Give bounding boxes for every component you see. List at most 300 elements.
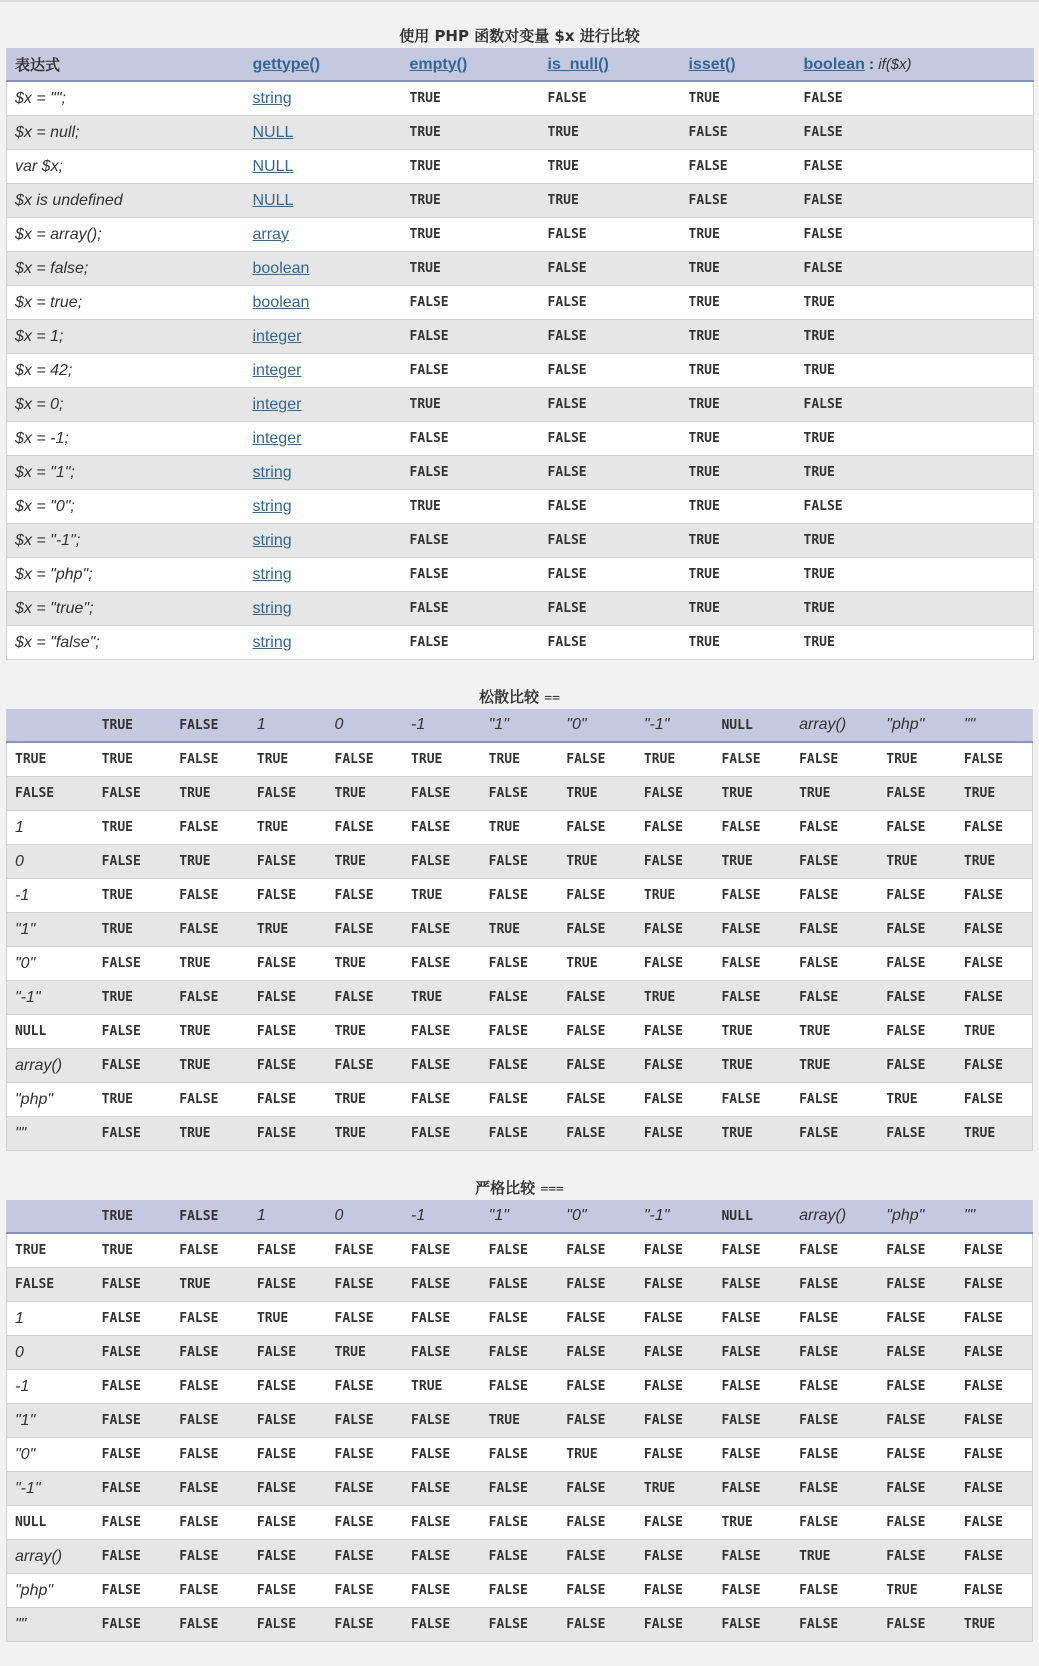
- comparison-result-cell: FALSE: [791, 845, 878, 879]
- expression-cell: $x = "";: [7, 81, 245, 116]
- comparison-result-cell: FALSE: [878, 913, 956, 947]
- column-header: 1: [249, 709, 327, 742]
- boolean-value-cell: FALSE: [796, 388, 1034, 422]
- table-row: [7, 1608, 1033, 1642]
- type-link[interactable]: string: [252, 634, 292, 651]
- comparison-result-cell: FALSE: [481, 845, 559, 879]
- row-label: 1: [7, 811, 94, 845]
- comparison-result-cell: TRUE: [481, 913, 559, 947]
- comparison-result-cell: FALSE: [558, 913, 636, 947]
- type-link[interactable]: integer: [252, 362, 302, 379]
- comparison-result-cell: FALSE: [956, 1233, 1033, 1268]
- comparison-result-cell: FALSE: [878, 1015, 956, 1049]
- comparison-result-cell: FALSE: [249, 1268, 327, 1302]
- comparison-result-cell: FALSE: [791, 1117, 878, 1151]
- comparison-result-cell: TRUE: [791, 1540, 878, 1574]
- comparison-result-cell: FALSE: [327, 879, 404, 913]
- is-null-value-cell: TRUE: [540, 116, 681, 150]
- comparison-result-cell: TRUE: [558, 1438, 636, 1472]
- comparison-result-cell: FALSE: [791, 1370, 878, 1404]
- type-link[interactable]: string: [252, 90, 292, 107]
- comparison-result-cell: TRUE: [558, 845, 636, 879]
- type-link[interactable]: boolean: [252, 260, 310, 277]
- comparison-result-cell: FALSE: [327, 1370, 404, 1404]
- comparison-result-cell: FALSE: [249, 1608, 327, 1642]
- comparison-result-cell: TRUE: [249, 913, 327, 947]
- column-header: 0: [327, 1200, 404, 1233]
- comparison-result-cell: TRUE: [791, 1049, 878, 1083]
- comparison-result-cell: FALSE: [558, 879, 636, 913]
- comparison-result-cell: FALSE: [171, 1574, 249, 1608]
- table-row: [7, 1574, 1033, 1608]
- comparison-result-cell: TRUE: [171, 1015, 249, 1049]
- gettype-cell: [245, 524, 402, 558]
- comparison-result-cell: FALSE: [403, 845, 481, 879]
- table-row: [7, 456, 1034, 490]
- empty-value-cell: TRUE: [402, 218, 540, 252]
- table-row: [7, 777, 1033, 811]
- comparison-result-cell: FALSE: [956, 811, 1033, 845]
- expression-cell: $x = "false";: [7, 626, 245, 660]
- comparison-result-cell: FALSE: [558, 1015, 636, 1049]
- comparison-result-cell: TRUE: [94, 981, 172, 1015]
- row-label: 1: [7, 1302, 94, 1336]
- comparison-result-cell: TRUE: [956, 1608, 1033, 1642]
- comparison-result-cell: FALSE: [878, 1540, 956, 1574]
- comparison-result-cell: FALSE: [636, 1049, 714, 1083]
- expression-cell: $x = null;: [7, 116, 245, 150]
- comparison-result-cell: FALSE: [94, 1438, 172, 1472]
- empty-value-cell: FALSE: [402, 558, 540, 592]
- comparison-result-cell: FALSE: [791, 1233, 878, 1268]
- comparison-result-cell: FALSE: [403, 1268, 481, 1302]
- is-null-value-cell: FALSE: [540, 524, 681, 558]
- comparison-result-cell: TRUE: [878, 1083, 956, 1117]
- type-link[interactable]: boolean: [252, 294, 310, 311]
- comparison-result-cell: FALSE: [403, 1302, 481, 1336]
- empty-value-cell: TRUE: [402, 388, 540, 422]
- comparison-result-cell: TRUE: [481, 811, 559, 845]
- comparison-result-cell: TRUE: [403, 742, 481, 777]
- comparison-result-cell: FALSE: [713, 1336, 791, 1370]
- boolean-value-cell: TRUE: [796, 558, 1034, 592]
- comparison-result-cell: FALSE: [878, 1117, 956, 1151]
- comparison-result-cell: TRUE: [171, 777, 249, 811]
- comparison-result-cell: TRUE: [327, 777, 404, 811]
- row-label: FALSE: [7, 777, 94, 811]
- comparison-result-cell: FALSE: [403, 1574, 481, 1608]
- type-link[interactable]: string: [252, 464, 292, 481]
- table-row: [7, 81, 1034, 116]
- isset-value-cell: TRUE: [681, 320, 796, 354]
- table-row: [7, 1506, 1033, 1540]
- comparison-result-cell: TRUE: [94, 879, 172, 913]
- row-label: -1: [7, 879, 94, 913]
- comparison-result-cell: FALSE: [171, 1608, 249, 1642]
- comparison-result-cell: FALSE: [94, 1049, 172, 1083]
- comparison-result-cell: FALSE: [171, 742, 249, 777]
- comparison-result-cell: FALSE: [481, 1015, 559, 1049]
- comparison-result-cell: FALSE: [636, 1370, 714, 1404]
- empty-link[interactable]: empty(): [409, 55, 468, 73]
- comparison-result-cell: FALSE: [481, 1117, 559, 1151]
- comparison-result-cell: FALSE: [249, 1506, 327, 1540]
- empty-value-cell: TRUE: [402, 490, 540, 524]
- gettype-cell: [245, 116, 402, 150]
- comparison-result-cell: TRUE: [327, 1015, 404, 1049]
- isset-link[interactable]: isset(): [688, 55, 736, 73]
- comparison-result-cell: FALSE: [878, 811, 956, 845]
- comparison-result-cell: FALSE: [171, 1083, 249, 1117]
- column-header-gettype[interactable]: [245, 48, 402, 81]
- column-header-isset[interactable]: [681, 48, 796, 81]
- comparison-result-cell: FALSE: [403, 947, 481, 981]
- expression-cell: $x = "php";: [7, 558, 245, 592]
- comparison-result-cell: FALSE: [481, 1608, 559, 1642]
- table-header-row: [7, 1200, 1033, 1233]
- comparison-result-cell: TRUE: [249, 1302, 327, 1336]
- comparison-result-cell: FALSE: [558, 1506, 636, 1540]
- boolean-value-cell: FALSE: [796, 150, 1034, 184]
- is-null-value-cell: FALSE: [540, 218, 681, 252]
- comparison-result-cell: FALSE: [791, 1438, 878, 1472]
- type-link[interactable]: NULL: [252, 158, 294, 175]
- comparison-result-cell: FALSE: [791, 1268, 878, 1302]
- empty-value-cell: TRUE: [402, 150, 540, 184]
- comparison-result-cell: FALSE: [713, 811, 791, 845]
- comparison-result-cell: TRUE: [327, 1117, 404, 1151]
- column-header: "php": [878, 1200, 956, 1233]
- is-null-value-cell: FALSE: [540, 388, 681, 422]
- comparison-result-cell: TRUE: [94, 1233, 172, 1268]
- comparison-result-cell: FALSE: [94, 1015, 172, 1049]
- comparison-result-cell: FALSE: [636, 947, 714, 981]
- is-null-value-cell: FALSE: [540, 558, 681, 592]
- comparison-result-cell: FALSE: [878, 1233, 956, 1268]
- column-header: "-1": [636, 1200, 714, 1233]
- boolean-link[interactable]: boolean: [803, 55, 865, 73]
- isset-value-cell: TRUE: [681, 592, 796, 626]
- type-link[interactable]: string: [252, 532, 292, 549]
- comparison-result-cell: FALSE: [956, 1083, 1033, 1117]
- comparison-result-cell: FALSE: [791, 1608, 878, 1642]
- comparison-result-cell: FALSE: [327, 981, 404, 1015]
- type-link[interactable]: array: [252, 226, 289, 243]
- comparison-result-cell: FALSE: [481, 947, 559, 981]
- expression-cell: $x = "1";: [7, 456, 245, 490]
- isset-value-cell: TRUE: [681, 456, 796, 490]
- comparison-result-cell: TRUE: [636, 1472, 714, 1506]
- expression-cell: $x = 1;: [7, 320, 245, 354]
- row-label: "": [7, 1608, 94, 1642]
- comparison-result-cell: TRUE: [791, 1015, 878, 1049]
- comparison-result-cell: FALSE: [94, 1404, 172, 1438]
- empty-value-cell: FALSE: [402, 524, 540, 558]
- comparison-result-cell: TRUE: [956, 1015, 1033, 1049]
- comparison-result-cell: FALSE: [481, 1302, 559, 1336]
- comparison-result-cell: FALSE: [94, 845, 172, 879]
- comparison-result-cell: FALSE: [956, 1540, 1033, 1574]
- column-header: array(): [791, 709, 878, 742]
- comparison-result-cell: TRUE: [713, 1117, 791, 1151]
- comparison-result-cell: TRUE: [558, 777, 636, 811]
- top-divider: [0, 0, 1039, 2]
- boolean-value-cell: FALSE: [796, 81, 1034, 116]
- comparison-result-cell: FALSE: [791, 742, 878, 777]
- comparison-result-cell: FALSE: [249, 1404, 327, 1438]
- comparison-result-cell: FALSE: [327, 1233, 404, 1268]
- comparison-result-cell: FALSE: [403, 1049, 481, 1083]
- comparison-result-cell: FALSE: [481, 1370, 559, 1404]
- comparison-result-cell: FALSE: [636, 845, 714, 879]
- table-caption: [6, 685, 1033, 709]
- comparison-result-cell: FALSE: [249, 1083, 327, 1117]
- comparison-result-cell: TRUE: [481, 742, 559, 777]
- comparison-result-cell: FALSE: [713, 1574, 791, 1608]
- comparison-result-cell: FALSE: [878, 1506, 956, 1540]
- comparison-result-cell: FALSE: [956, 1438, 1033, 1472]
- table-row: [7, 184, 1034, 218]
- comparison-result-cell: FALSE: [791, 811, 878, 845]
- comparison-result-cell: FALSE: [403, 913, 481, 947]
- comparison-result-cell: TRUE: [956, 1117, 1033, 1151]
- comparison-result-cell: FALSE: [403, 1233, 481, 1268]
- boolean-value-cell: TRUE: [796, 524, 1034, 558]
- table-row: [7, 879, 1033, 913]
- comparison-result-cell: TRUE: [558, 947, 636, 981]
- comparison-result-cell: FALSE: [94, 1540, 172, 1574]
- comparison-result-cell: FALSE: [403, 1336, 481, 1370]
- column-header: NULL: [713, 709, 791, 742]
- expression-cell: $x = true;: [7, 286, 245, 320]
- table-row: [7, 1083, 1033, 1117]
- table-row: [7, 218, 1034, 252]
- row-label: TRUE: [7, 1233, 94, 1268]
- comparison-result-cell: FALSE: [94, 1574, 172, 1608]
- comparison-result-cell: FALSE: [558, 1574, 636, 1608]
- type-link[interactable]: integer: [252, 328, 302, 345]
- comparison-result-cell: TRUE: [94, 742, 172, 777]
- comparison-result-cell: FALSE: [171, 1506, 249, 1540]
- empty-value-cell: FALSE: [402, 286, 540, 320]
- boolean-value-cell: TRUE: [796, 354, 1034, 388]
- column-header: "-1": [636, 709, 714, 742]
- type-link[interactable]: integer: [252, 430, 302, 447]
- isset-value-cell: TRUE: [681, 490, 796, 524]
- comparison-result-cell: FALSE: [558, 981, 636, 1015]
- comparison-result-cell: TRUE: [94, 811, 172, 845]
- row-label: array(): [7, 1540, 94, 1574]
- boolean-value-cell: FALSE: [796, 116, 1034, 150]
- expression-cell: $x = "-1";: [7, 524, 245, 558]
- isset-value-cell: TRUE: [681, 286, 796, 320]
- type-link[interactable]: NULL: [252, 192, 294, 209]
- table-row: [7, 354, 1034, 388]
- comparison-result-cell: FALSE: [249, 1336, 327, 1370]
- table-row: [7, 626, 1034, 660]
- comparison-result-cell: FALSE: [249, 777, 327, 811]
- comparison-result-cell: FALSE: [713, 1302, 791, 1336]
- empty-value-cell: FALSE: [402, 320, 540, 354]
- empty-value-cell: TRUE: [402, 184, 540, 218]
- type-link[interactable]: integer: [252, 396, 302, 413]
- expression-cell: $x = 0;: [7, 388, 245, 422]
- comparison-result-cell: FALSE: [481, 777, 559, 811]
- row-label: TRUE: [7, 742, 94, 777]
- comparison-result-cell: FALSE: [94, 1336, 172, 1370]
- comparison-result-cell: TRUE: [878, 845, 956, 879]
- corner-header: [7, 709, 94, 742]
- comparison-result-cell: TRUE: [94, 913, 172, 947]
- comparison-result-cell: FALSE: [636, 777, 714, 811]
- comparison-result-cell: FALSE: [713, 1404, 791, 1438]
- comparison-result-cell: TRUE: [713, 777, 791, 811]
- column-header: NULL: [713, 1200, 791, 1233]
- comparison-result-cell: TRUE: [636, 742, 714, 777]
- table-header-row: [7, 709, 1033, 742]
- comparison-result-cell: FALSE: [878, 981, 956, 1015]
- comparison-result-cell: TRUE: [94, 1083, 172, 1117]
- row-label: "0": [7, 1438, 94, 1472]
- isset-value-cell: TRUE: [681, 558, 796, 592]
- is-null-link[interactable]: is_null(): [547, 55, 609, 73]
- isset-value-cell: TRUE: [681, 81, 796, 116]
- row-label: 0: [7, 1336, 94, 1370]
- column-header: "0": [558, 1200, 636, 1233]
- comparison-result-cell: TRUE: [713, 845, 791, 879]
- php-functions-comparison-table: [6, 24, 1033, 660]
- comparison-result-cell: FALSE: [558, 1540, 636, 1574]
- comparison-result-cell: FALSE: [327, 1438, 404, 1472]
- comparison-result-cell: TRUE: [327, 1083, 404, 1117]
- row-label: "1": [7, 913, 94, 947]
- comparison-result-cell: FALSE: [956, 742, 1033, 777]
- table-row: [7, 981, 1033, 1015]
- table-row: [7, 116, 1034, 150]
- column-header: -1: [403, 1200, 481, 1233]
- comparison-result-cell: FALSE: [636, 1540, 714, 1574]
- comparison-result-cell: FALSE: [713, 1438, 791, 1472]
- comparison-result-cell: FALSE: [956, 1302, 1033, 1336]
- table-row: [7, 1472, 1033, 1506]
- comparison-result-cell: FALSE: [558, 1336, 636, 1370]
- corner-header: [7, 1200, 94, 1233]
- row-label: "-1": [7, 981, 94, 1015]
- table-row: [7, 1336, 1033, 1370]
- comparison-result-cell: TRUE: [327, 947, 404, 981]
- is-null-value-cell: FALSE: [540, 490, 681, 524]
- gettype-link[interactable]: gettype(): [252, 55, 321, 73]
- isset-value-cell: TRUE: [681, 422, 796, 456]
- comparison-result-cell: FALSE: [713, 1083, 791, 1117]
- row-label: "1": [7, 1404, 94, 1438]
- comparison-result-cell: FALSE: [713, 879, 791, 913]
- table-row: [7, 1233, 1033, 1268]
- row-label: NULL: [7, 1015, 94, 1049]
- comparison-result-cell: FALSE: [713, 947, 791, 981]
- caption-operator: ==: [544, 691, 560, 706]
- comparison-result-cell: FALSE: [249, 879, 327, 913]
- comparison-result-cell: FALSE: [791, 913, 878, 947]
- comparison-result-cell: FALSE: [878, 1336, 956, 1370]
- comparison-result-cell: FALSE: [636, 1015, 714, 1049]
- gettype-cell: [245, 184, 402, 218]
- empty-value-cell: FALSE: [402, 354, 540, 388]
- table-row: [7, 913, 1033, 947]
- comparison-result-cell: FALSE: [713, 1540, 791, 1574]
- table-row: [7, 1404, 1033, 1438]
- isset-value-cell: FALSE: [681, 150, 796, 184]
- table-row: [7, 1540, 1033, 1574]
- comparison-result-cell: FALSE: [403, 1015, 481, 1049]
- comparison-result-cell: FALSE: [327, 742, 404, 777]
- comparison-result-cell: FALSE: [713, 742, 791, 777]
- comparison-result-cell: FALSE: [636, 1117, 714, 1151]
- column-header-is-null[interactable]: [540, 48, 681, 81]
- comparison-result-cell: FALSE: [249, 1472, 327, 1506]
- comparison-result-cell: FALSE: [327, 1574, 404, 1608]
- strict-comparison-table: [6, 1176, 1033, 1642]
- comparison-result-cell: FALSE: [791, 1506, 878, 1540]
- comparison-result-cell: FALSE: [403, 1472, 481, 1506]
- comparison-result-cell: FALSE: [327, 1472, 404, 1506]
- row-label: "php": [7, 1083, 94, 1117]
- comparison-result-cell: FALSE: [249, 1370, 327, 1404]
- column-header-empty[interactable]: [402, 48, 540, 81]
- comparison-result-cell: FALSE: [558, 1404, 636, 1438]
- table-row: [7, 1268, 1033, 1302]
- expression-cell: $x = "0";: [7, 490, 245, 524]
- comparison-result-cell: FALSE: [636, 1233, 714, 1268]
- comparison-result-cell: FALSE: [403, 1608, 481, 1642]
- isset-value-cell: TRUE: [681, 626, 796, 660]
- comparison-result-cell: FALSE: [481, 1268, 559, 1302]
- type-link[interactable]: string: [252, 566, 292, 583]
- type-link[interactable]: string: [252, 600, 292, 617]
- column-header: FALSE: [171, 709, 249, 742]
- comparison-result-cell: FALSE: [94, 1370, 172, 1404]
- table-row: [7, 286, 1034, 320]
- comparison-result-cell: FALSE: [956, 1049, 1033, 1083]
- comparison-result-cell: FALSE: [878, 1049, 956, 1083]
- comparison-result-cell: FALSE: [636, 1608, 714, 1642]
- table-caption: 使用 PHP 函数对变量 $x 进行比较: [399, 27, 640, 45]
- expression-cell: $x = 42;: [7, 354, 245, 388]
- boolean-value-cell: TRUE: [796, 422, 1034, 456]
- comparison-result-cell: FALSE: [713, 981, 791, 1015]
- comparison-result-cell: FALSE: [481, 1438, 559, 1472]
- comparison-result-cell: TRUE: [249, 811, 327, 845]
- type-link[interactable]: NULL: [252, 124, 294, 141]
- table-row: [7, 742, 1033, 777]
- table-row: [7, 388, 1034, 422]
- comparison-result-cell: FALSE: [636, 913, 714, 947]
- comparison-result-cell: FALSE: [713, 1233, 791, 1268]
- comparison-result-cell: FALSE: [558, 1268, 636, 1302]
- gettype-cell: [245, 558, 402, 592]
- comparison-result-cell: FALSE: [327, 1608, 404, 1642]
- table-row: [7, 252, 1034, 286]
- boolean-value-cell: TRUE: [796, 320, 1034, 354]
- is-null-value-cell: FALSE: [540, 81, 681, 116]
- comparison-result-cell: FALSE: [171, 1472, 249, 1506]
- boolean-value-cell: TRUE: [796, 626, 1034, 660]
- type-link[interactable]: string: [252, 498, 292, 515]
- comparison-result-cell: FALSE: [249, 947, 327, 981]
- caption-text: 松散比较: [479, 688, 540, 706]
- comparison-result-cell: FALSE: [956, 981, 1033, 1015]
- comparison-result-cell: FALSE: [249, 1015, 327, 1049]
